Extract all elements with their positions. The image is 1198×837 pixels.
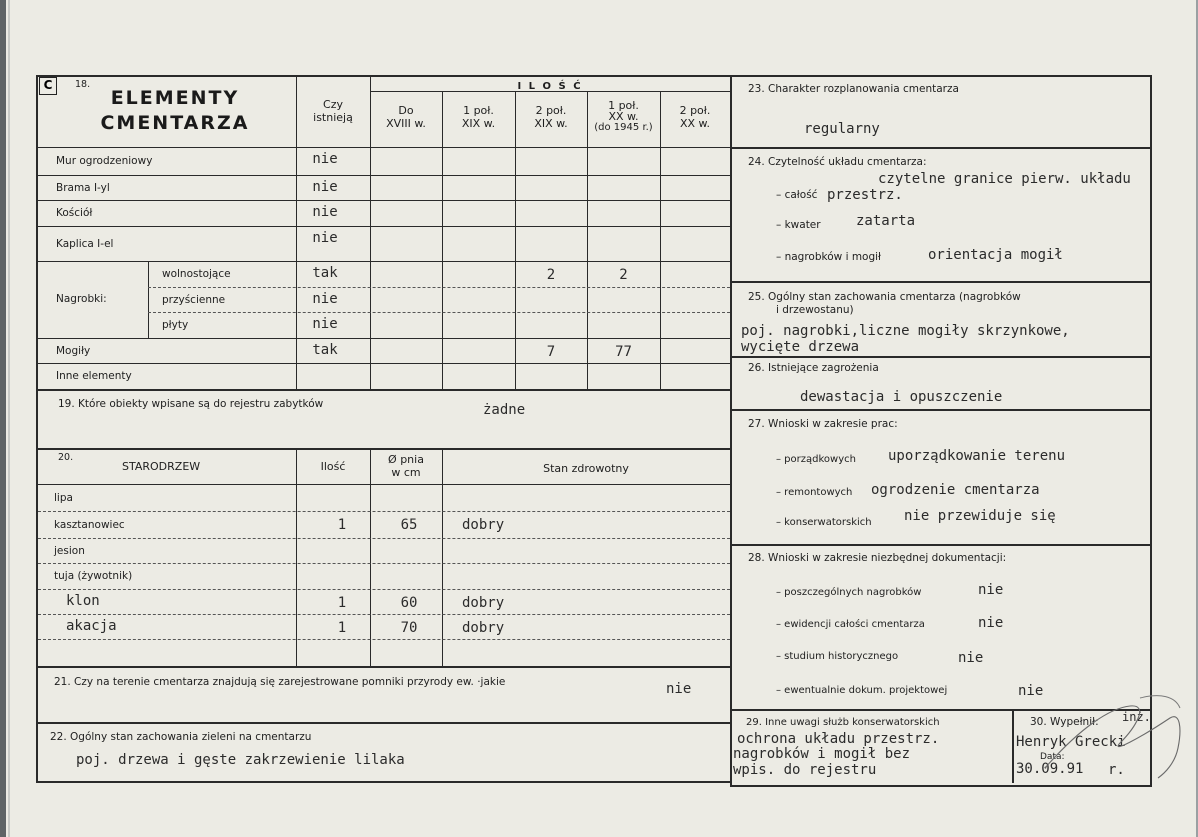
row-divider <box>38 563 730 564</box>
row-divider <box>38 639 730 640</box>
section-22-value: poj. drzewa i gęste zakrzewienie lilaka <box>76 752 405 768</box>
section-divider <box>732 356 1150 358</box>
section-divider <box>38 722 730 724</box>
section-18-title-line1: ELEMENTY <box>110 87 240 109</box>
section-22-label: 22. Ogólny stan zachowania zieleni na cmentarzu <box>50 731 312 743</box>
period-column-header-line1: 1 poł. <box>608 99 639 112</box>
period-column-header-line2: XIX w. <box>461 117 496 130</box>
element-row-label: przyścienne <box>162 294 226 306</box>
section-divider <box>38 666 730 668</box>
grid-line <box>370 91 730 92</box>
paper-edge <box>8 0 10 837</box>
tree-name: jesion <box>54 545 85 557</box>
section-24-graves-label: – nagrobków i mogił <box>776 251 882 263</box>
element-row-label: wolnostojące <box>162 268 231 280</box>
element-count-value: 7 <box>546 344 556 360</box>
period-column-header-line1: 1 poł. <box>463 104 494 117</box>
element-row-label: Inne elementy <box>56 370 132 382</box>
documentation-recommendation-value: nie <box>978 615 1004 631</box>
period-column-header-line2: XVIII w. <box>386 117 426 130</box>
tree-health: dobry <box>462 620 505 636</box>
section-divider <box>732 281 1150 283</box>
element-row-label: Kościół <box>56 207 93 219</box>
col-exists-line2: istnieją <box>313 111 353 124</box>
work-recommendation-value: ogrodzenie cmentarza <box>871 482 1040 498</box>
row-divider <box>38 363 730 364</box>
period-column-header-line1: Do <box>398 104 414 117</box>
section-30-name: Henryk Grecki <box>1016 734 1126 750</box>
section-30-date-suffix: r. <box>1108 762 1125 778</box>
grid-line <box>148 261 149 338</box>
col-diameter-header-line2: w cm <box>391 466 421 479</box>
element-row-label: Brama I-yl <box>56 182 110 194</box>
element-exists-value: tak <box>312 265 338 281</box>
section-24-whole-label: – całość <box>776 189 818 201</box>
tree-name: akacja <box>66 618 117 634</box>
section-19-label: 19. Które obiekty wpisane są do rejestru zabytków <box>58 398 324 410</box>
work-recommendation-label: – remontowych <box>776 487 853 498</box>
section-20-number: 20. <box>58 452 74 463</box>
section-29-value-line3: wpis. do rejestru <box>733 762 877 778</box>
row-divider <box>148 312 730 313</box>
section-24-whole-value-line1: czytelne granice pierw. układu <box>878 171 1131 187</box>
period-column-header-line1: 2 poł. <box>535 104 567 117</box>
grid-line <box>1012 710 1014 783</box>
row-divider <box>38 175 730 176</box>
section-27-label: 27. Wnioski w zakresie prac: <box>748 418 898 430</box>
element-exists-value: tak <box>312 342 338 358</box>
section-18-title-line2: CMENTARZA <box>100 112 250 134</box>
section-19-value: żadne <box>483 402 526 418</box>
section-divider <box>732 147 1150 149</box>
section-divider <box>732 409 1150 411</box>
section-24-quarters-label: – kwater <box>776 219 821 231</box>
tree-name: tuja (żywotnik) <box>54 570 133 582</box>
ilosc-header: I L O Ś Ć <box>517 81 583 92</box>
tree-diameter: 65 <box>400 517 418 533</box>
period-column-header-line1: 2 poł. <box>679 104 711 117</box>
section-divider <box>732 544 1150 546</box>
card-letter-box: C <box>39 77 57 95</box>
section-25-label-line2: i drzewostanu) <box>776 304 854 316</box>
row-divider <box>38 338 730 339</box>
documentation-recommendation-value: nie <box>958 650 984 666</box>
section-24-label: 24. Czytelność układu cmentarza: <box>748 156 927 168</box>
col-diameter-header-line1: Ø pnia <box>388 453 424 466</box>
element-exists-value: nie <box>312 204 338 220</box>
period-column-header-line3: (do 1945 r.) <box>594 122 653 133</box>
section-25-label-line1: 25. Ogólny stan zachowania cmentarza (nagrobków <box>748 291 1021 303</box>
row-divider <box>38 226 730 227</box>
section-23-value: regularny <box>804 121 880 137</box>
row-divider <box>38 511 730 512</box>
documentation-recommendation-label: – ewentualnie dokum. projektowej <box>776 685 948 696</box>
element-exists-value: nie <box>312 230 338 246</box>
work-recommendation-label: – konserwatorskich <box>776 517 872 528</box>
element-exists-value: nie <box>312 316 338 332</box>
section-divider <box>38 389 730 391</box>
documentation-recommendation-value: nie <box>978 582 1004 598</box>
work-recommendation-value: uporządkowanie terenu <box>888 448 1066 464</box>
element-count-value: 2 <box>546 267 556 283</box>
signature-scribble <box>1040 688 1190 788</box>
element-row-label: Mur ogrodzeniowy <box>56 155 153 167</box>
grid-line <box>38 484 730 485</box>
section-30-date: 30.09.91 <box>1016 761 1084 777</box>
section-24-quarters-value: zatarta <box>856 213 916 229</box>
tree-quantity: 1 <box>337 620 347 636</box>
section-26-value: dewastacja i opuszczenie <box>800 389 1003 405</box>
documentation-recommendation-label: – ewidencji całości cmentarza <box>776 619 925 630</box>
grid-line <box>38 147 730 148</box>
element-exists-value: nie <box>312 179 338 195</box>
tree-health: dobry <box>462 595 505 611</box>
col-health-header: Stan zdrowotny <box>543 462 629 475</box>
row-divider <box>148 287 730 288</box>
row-divider <box>38 538 730 539</box>
section-20-title: STARODRZEW <box>122 460 201 473</box>
documentation-recommendation-label: – studium historycznego <box>776 651 899 662</box>
section-29-label: 29. Inne uwagi służb konserwatorskich <box>746 717 940 728</box>
tree-quantity: 1 <box>337 595 347 611</box>
element-row-label: Kaplica I-el <box>56 238 114 250</box>
section-18-number: 18. <box>75 79 91 90</box>
row-divider <box>38 614 730 615</box>
element-exists-value: nie <box>312 151 338 167</box>
col-qty-header: Ilość <box>320 460 346 473</box>
section-21-label: 21. Czy na terenie cmentarza znajdują się zarejestrowane pomniki przyrody ew. ·jakie <box>54 676 506 688</box>
tree-diameter: 70 <box>400 620 418 636</box>
tree-health: dobry <box>462 517 505 533</box>
period-column-header-line2: XX w. <box>679 117 711 130</box>
section-24-whole-value-line2: przestrz. <box>827 187 903 203</box>
documentation-recommendation-label: – poszczególnych nagrobków <box>776 587 922 598</box>
grid-line <box>442 92 443 389</box>
documentation-recommendation-value: nie <box>1018 683 1044 699</box>
col-exists-line1: Czy <box>323 98 343 111</box>
element-exists-value: nie <box>312 291 338 307</box>
element-count-value: 2 <box>619 267 628 283</box>
row-divider <box>38 261 730 262</box>
row-divider <box>38 589 730 590</box>
section-30-title: inż. <box>1122 710 1151 724</box>
grid-line <box>660 92 661 389</box>
row-divider <box>38 200 730 201</box>
nagrobki-group-label: Nagrobki: <box>56 293 107 305</box>
section-29-value-line2: nagrobków i mogił bez <box>733 746 911 762</box>
element-row-label: Mogiły <box>56 345 91 357</box>
section-28-label: 28. Wnioski w zakresie niezbędnej dokumentacji: <box>748 552 1007 564</box>
period-column-header-line2: XX w. <box>608 110 639 123</box>
tree-name: lipa <box>54 492 73 504</box>
element-row-label: płyty <box>162 319 189 331</box>
section-25-value-line2: wycięte drzewa <box>741 339 860 355</box>
section-26-label: 26. Istniejące zagrożenia <box>748 362 879 374</box>
element-count-value: 77 <box>615 344 632 360</box>
work-recommendation-label: – porządkowych <box>776 454 856 465</box>
section-23-label: 23. Charakter rozplanowania cmentarza <box>748 83 959 95</box>
section-29-value-line1: ochrona układu przestrz. <box>737 731 940 747</box>
work-recommendation-value: nie przewiduje się <box>904 508 1056 524</box>
section-30-date-label: Data: <box>1040 752 1065 762</box>
section-21-value: nie <box>666 681 692 697</box>
section-25-value-line1: poj. nagrobki,liczne mogiły skrzynkowe, <box>741 323 1070 339</box>
period-column-header-line2: XIX w. <box>534 117 568 130</box>
tree-name: kasztanowiec <box>54 519 125 531</box>
section-24-graves-value: orientacja mogił <box>928 247 1063 263</box>
tree-name: klon <box>66 593 100 609</box>
tree-quantity: 1 <box>337 517 347 533</box>
section-30-label: 30. Wypełnił: <box>1030 716 1099 728</box>
section-divider <box>38 448 730 450</box>
tree-diameter: 60 <box>400 595 418 611</box>
